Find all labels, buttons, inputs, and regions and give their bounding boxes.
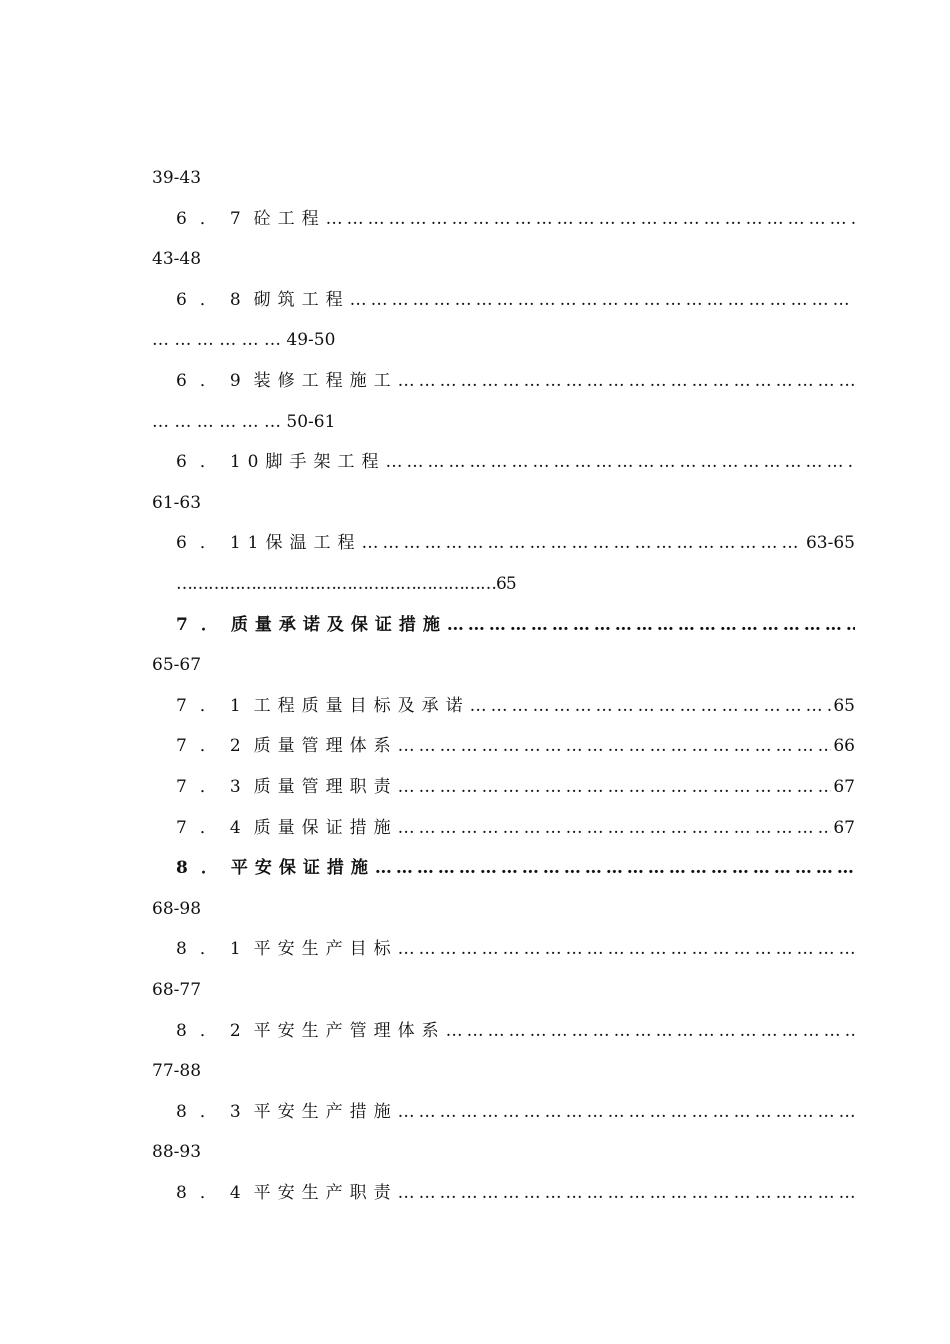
section-title: 平安生产措施 <box>253 1102 398 1122</box>
toc-entry <box>0 937 950 961</box>
section-number: 7．2 <box>176 736 254 756</box>
toc-entry <box>0 450 950 474</box>
dot-leader <box>398 1100 855 1124</box>
toc-entry-body <box>176 734 855 758</box>
page-range-text: 77-88 <box>152 1061 202 1081</box>
toc-entry <box>0 816 950 840</box>
dot-leader <box>398 937 855 961</box>
toc-entry-body <box>176 937 855 961</box>
section-number: 8． <box>176 858 231 878</box>
continuation-text: ……………………………………………………65 <box>176 574 516 594</box>
section-title: 砌筑工程 <box>253 290 350 310</box>
section-number: 8．1 <box>176 939 254 959</box>
page-number: 66 <box>833 736 855 756</box>
toc-section-heading <box>0 856 950 880</box>
toc-page-range <box>0 1140 950 1164</box>
toc-entry-body <box>176 1019 855 1043</box>
toc-entry-body <box>176 207 855 231</box>
section-title: 工程质量目标及承诺 <box>253 696 470 716</box>
section-number: 8．4 <box>176 1183 254 1203</box>
dot-leader <box>326 207 855 231</box>
toc-entry-body <box>176 450 855 474</box>
continuation-text: … … … … … … 49-50 <box>152 330 336 350</box>
toc-entry-body <box>176 856 855 880</box>
section-title: 平安生产职责 <box>253 1183 398 1203</box>
section-title: 11保温工程 <box>229 533 362 553</box>
section-number: 7． <box>176 615 231 635</box>
section-title: 平安生产管理体系 <box>253 1021 446 1041</box>
section-number: 6．8 <box>176 290 254 310</box>
toc-entry-body <box>176 288 855 312</box>
section-title: 质量管理职责 <box>253 777 398 797</box>
page-range-text: 68-77 <box>152 980 202 1000</box>
toc-entry-body <box>176 369 855 393</box>
toc-page-range <box>0 897 950 921</box>
section-number: 8．2 <box>176 1021 254 1041</box>
toc-entry-body <box>176 613 855 637</box>
page-range-text: 88-93 <box>152 1142 202 1162</box>
section-title: 平安生产目标 <box>253 939 398 959</box>
toc-entry-body <box>176 1100 855 1124</box>
dot-leader <box>398 369 855 393</box>
section-title: 10脚手架工程 <box>229 452 386 472</box>
toc-page-range <box>0 166 950 190</box>
dot-leader <box>375 856 855 880</box>
dot-leader <box>361 531 804 555</box>
dot-leader <box>385 450 855 474</box>
toc-entry <box>0 531 950 555</box>
section-number: 7．1 <box>176 696 254 716</box>
section-title: 砼工程 <box>253 209 326 229</box>
toc-continuation <box>0 572 950 596</box>
toc-section-heading <box>0 613 950 637</box>
toc-entry-body <box>176 694 855 718</box>
toc-entry-body <box>176 775 855 799</box>
page-number: 63-65 <box>805 533 855 553</box>
toc-entry <box>0 694 950 718</box>
toc-entry-body <box>176 816 855 840</box>
dot-leader <box>447 613 855 637</box>
page-number: 65 <box>833 696 855 716</box>
page-range-text: 39-43 <box>152 168 202 188</box>
toc-entry <box>0 1100 950 1124</box>
toc-entry-body <box>176 531 855 555</box>
page-range-text: 68-98 <box>152 899 202 919</box>
section-number: 6．9 <box>176 371 254 391</box>
toc-page-range <box>0 978 950 1002</box>
page-range-text: 61-63 <box>152 493 202 513</box>
toc-entry <box>0 288 950 312</box>
toc-entry-body <box>176 1181 855 1205</box>
section-number: 6．7 <box>176 209 254 229</box>
section-number: 7．3 <box>176 777 254 797</box>
toc-page-range <box>0 653 950 677</box>
section-title: 平安保证措施 <box>230 858 375 878</box>
section-title: 质量承诺及保证措施 <box>230 615 447 635</box>
toc-continuation <box>0 410 950 434</box>
toc-page-range <box>0 247 950 271</box>
dot-leader <box>398 775 832 799</box>
page-range-text: 43-48 <box>152 249 202 269</box>
section-number: 7．4 <box>176 818 254 838</box>
continuation-text: … … … … … … 50-61 <box>152 412 336 432</box>
dot-leader <box>350 288 855 312</box>
dot-leader <box>398 734 832 758</box>
toc-page-range <box>0 1059 950 1083</box>
page-number: 67 <box>833 818 855 838</box>
dot-leader <box>470 694 832 718</box>
toc-continuation <box>0 328 950 352</box>
toc-entry <box>0 775 950 799</box>
toc-entry <box>0 734 950 758</box>
dot-leader <box>446 1019 855 1043</box>
section-title: 质量保证措施 <box>253 818 398 838</box>
dot-leader <box>398 1181 855 1205</box>
dot-leader <box>398 816 832 840</box>
toc-entry <box>0 369 950 393</box>
toc-page-range <box>0 491 950 515</box>
toc-entry <box>0 207 950 231</box>
toc-entry <box>0 1181 950 1205</box>
toc-entry <box>0 1019 950 1043</box>
page-number: 67 <box>833 777 855 797</box>
section-number: 8．3 <box>176 1102 254 1122</box>
section-number: 6． <box>176 452 230 472</box>
page-range-text: 65-67 <box>152 655 202 675</box>
section-title: 装修工程施工 <box>253 371 398 391</box>
section-number: 6． <box>176 533 230 553</box>
section-title: 质量管理体系 <box>253 736 398 756</box>
